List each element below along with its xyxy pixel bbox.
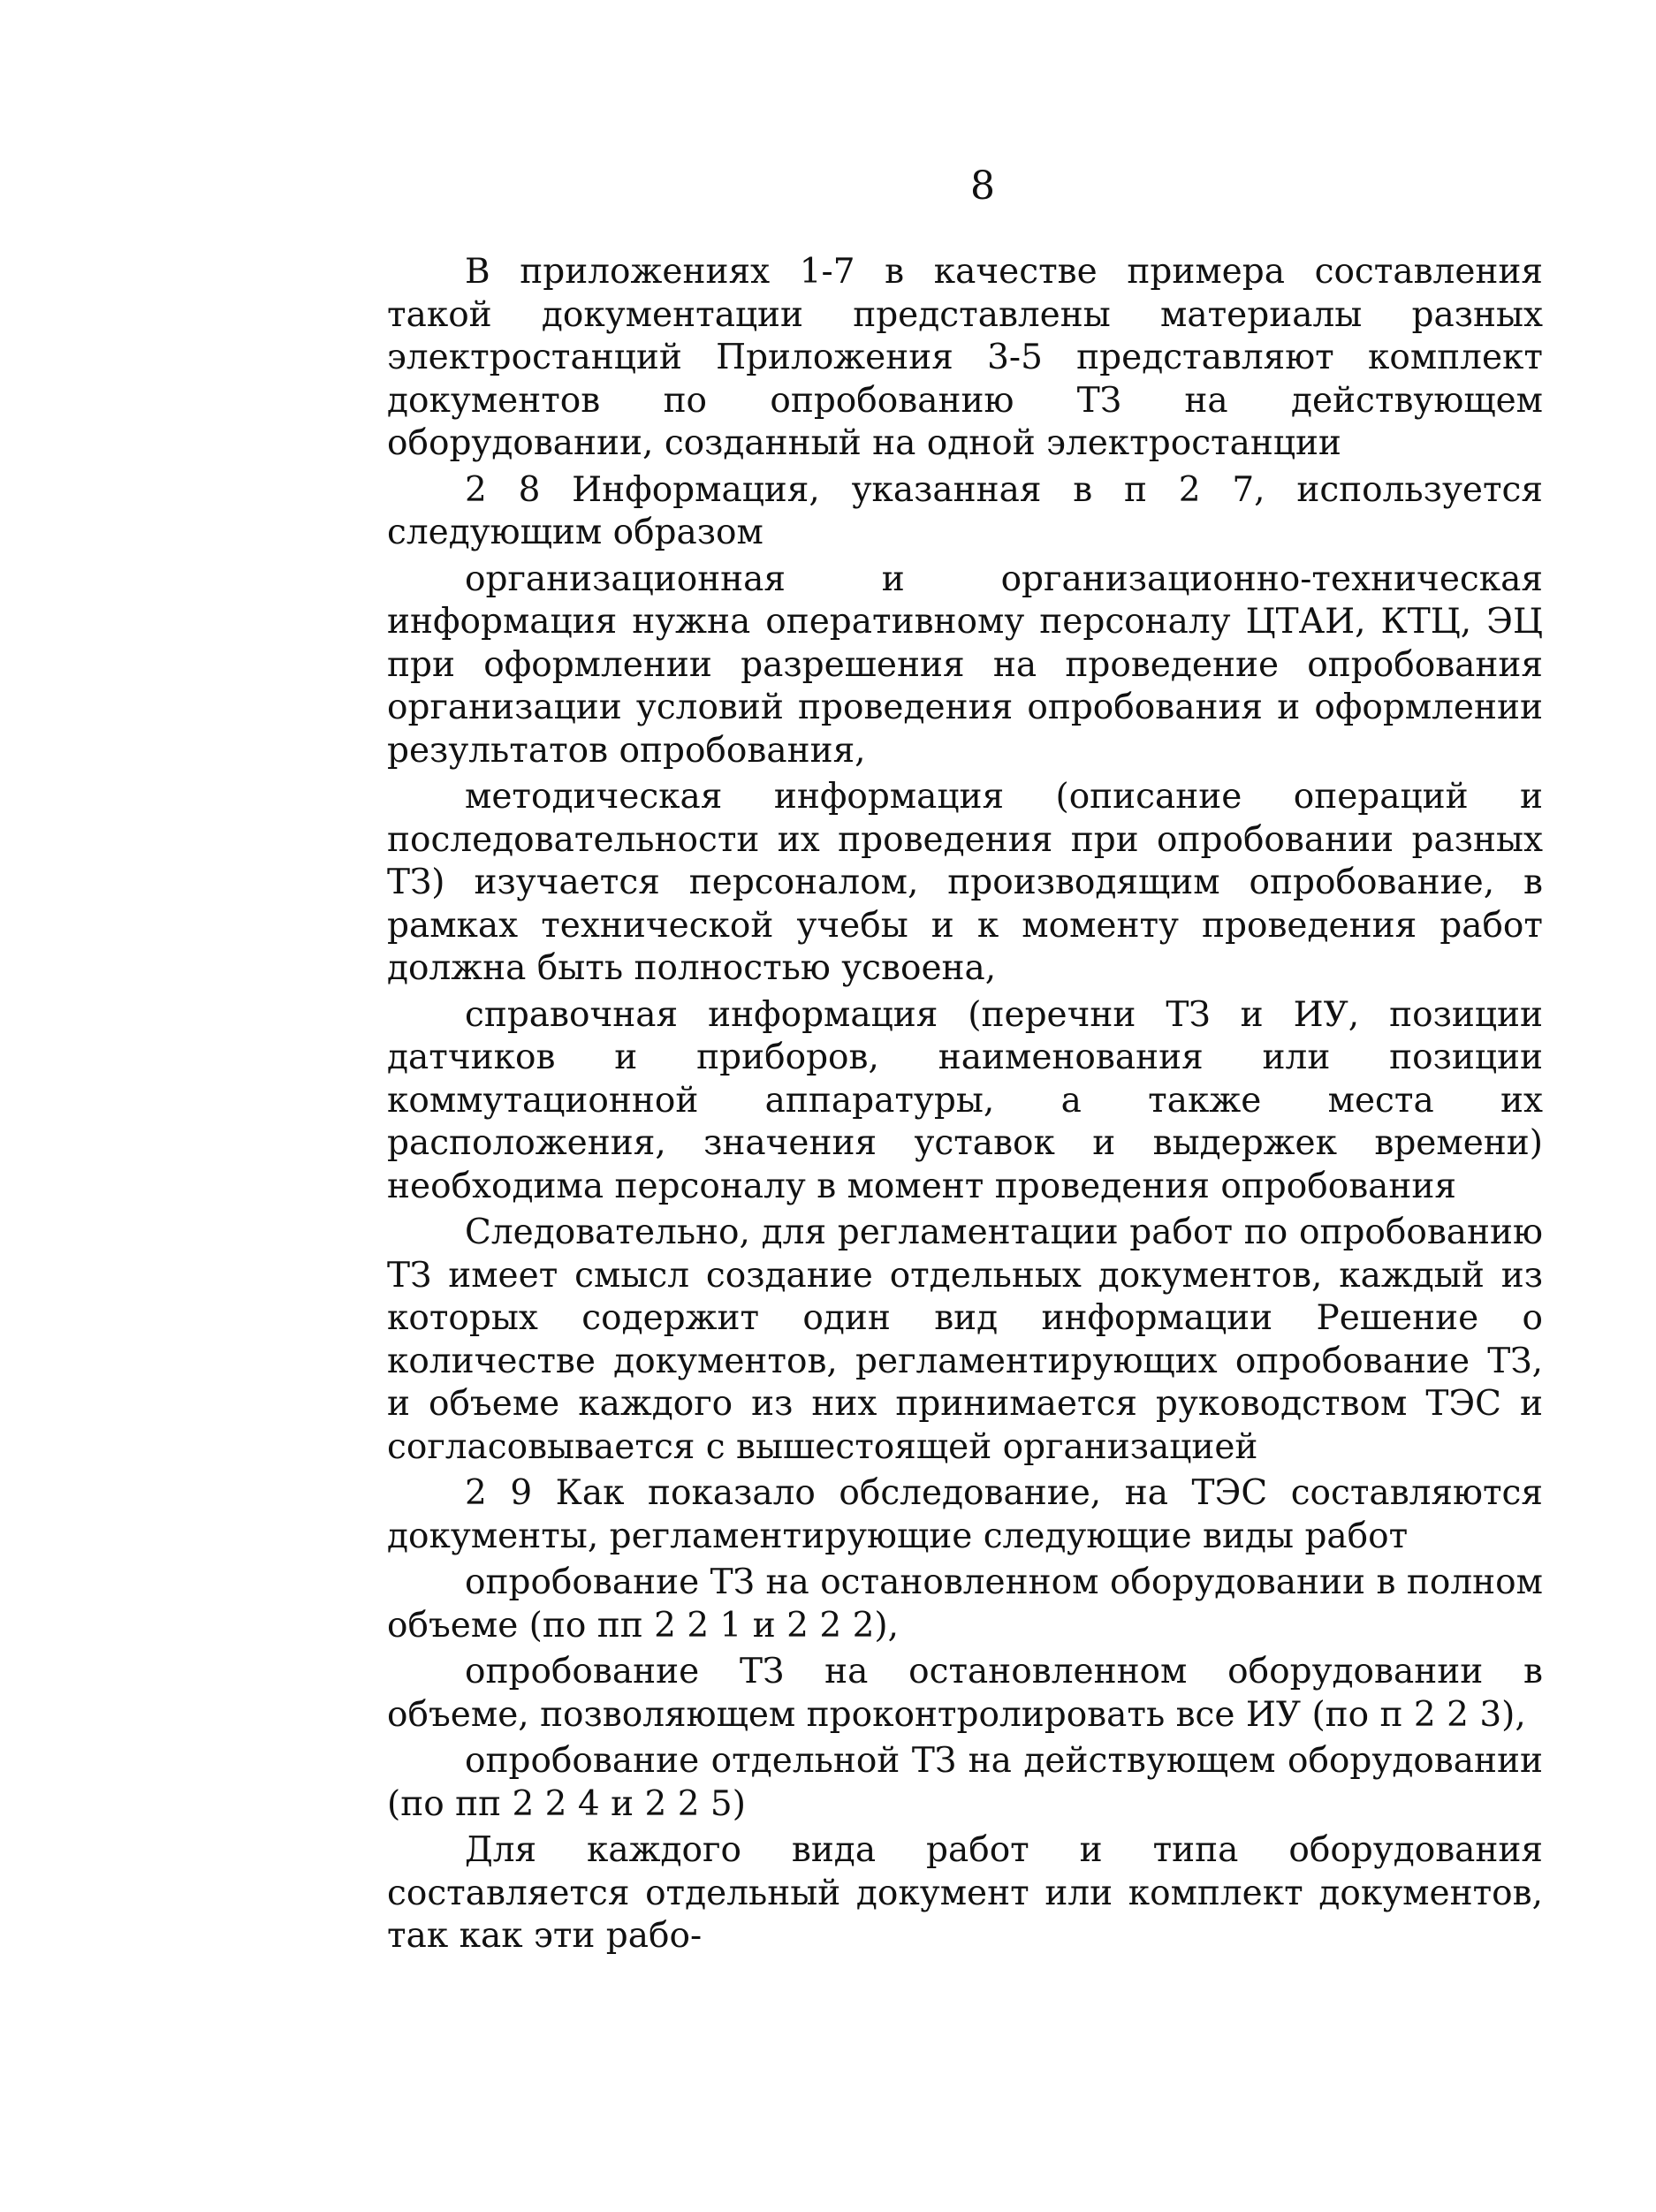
paragraph-appendices-intro: В приложениях 1-7 в качестве примера составления такой документации представлены материалы разных электростанций Приложения 3-5 представляют комплект документов по опробованию ТЗ на действующем оборудовании, созданный на одной электростанции xyxy=(387,252,1543,463)
page-number: 8 xyxy=(970,163,995,209)
paragraph-2-9: 2 9 Как показало обследование, на ТЭС составляются документы, регламентирующие следующие виды работ xyxy=(387,1473,1543,1556)
paragraph-final: Для каждого вида работ и типа оборудования составляется отдельный документ или комплект документов, так как эти рабо- xyxy=(387,1830,1543,1956)
body-text xyxy=(387,251,1543,1962)
list-item-full-test: опробование ТЗ на остановленном оборудовании в полном объеме (по пп 2 2 1 и 2 2 2), xyxy=(387,1562,1543,1646)
paragraph-methodical-info: методическая информация (описание операций и последовательности их проведения при опробовании разных ТЗ) изучается персоналом, производящим опробование, в рамках технической учебы и к моменту проведения работ должна быть полностью усвоена, xyxy=(387,777,1543,988)
paragraph-organizational-info: организационная и организационно-техническая информация нужна оперативному персоналу ЦТАИ, КТЦ, ЭЦ при оформлении разрешения на проведение опробования организации условий проведения опробования и оформлении результатов опробования, xyxy=(387,559,1543,771)
list-item-single-test: опробование отдельной ТЗ на действующем оборудовании (по пп 2 2 4 и 2 2 5) xyxy=(387,1741,1543,1824)
paragraph-reference-info: справочная информация (перечни ТЗ и ИУ, позиции датчиков и приборов, наименования или позиции коммутационной аппаратуры, а также места их расположения, значения уставок и выдержек времени) необходима персоналу в момент проведения опробования xyxy=(387,994,1543,1206)
list-item-partial-test: опробование ТЗ на остановленном оборудовании в объеме, позволяющем проконтролировать все ИУ (по п 2 2 3), xyxy=(387,1652,1543,1735)
paragraph-2-8: 2 8 Информация, указанная в п 2 7, используется следующим образом xyxy=(387,469,1543,552)
paragraph-conclusion: Следовательно, для регламентации работ по опробованию ТЗ имеет смысл создание отдельных документов, каждый из которых содержит один вид информации Решение о количестве документов, регламентирующих опробование ТЗ, и объеме каждого из них принимается руководством ТЭС и согласовывается с вышестоящей организацией xyxy=(387,1212,1543,1467)
